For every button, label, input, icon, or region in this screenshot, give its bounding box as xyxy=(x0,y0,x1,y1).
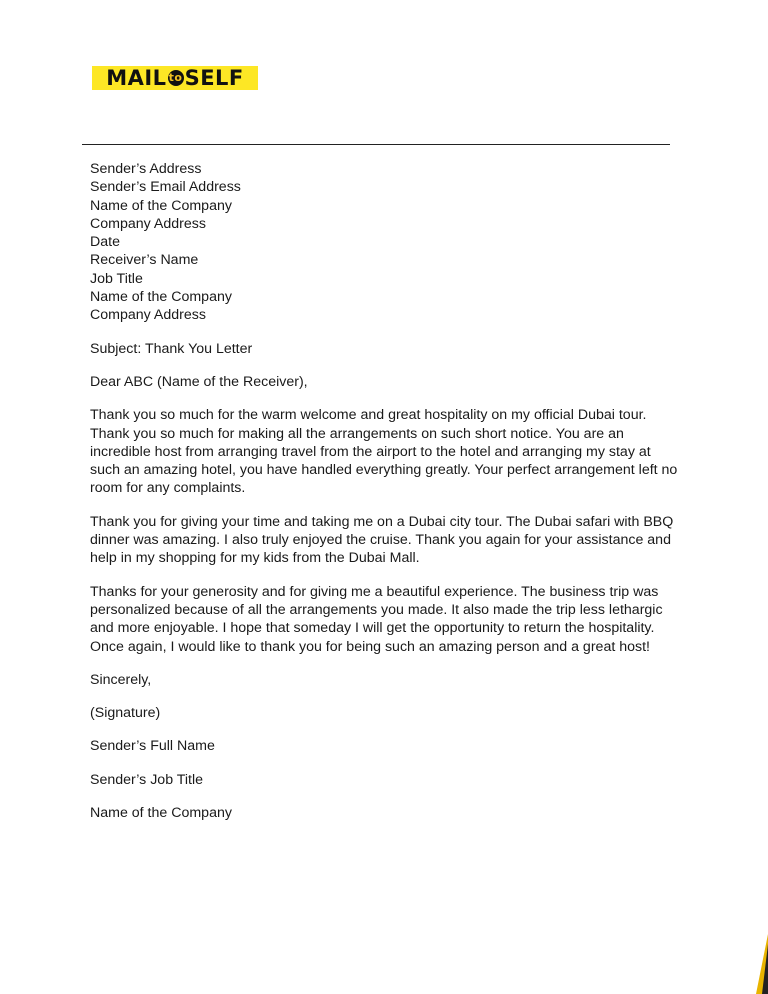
logo-text-self: SELF xyxy=(184,66,244,90)
subject-line: Subject: Thank You Letter xyxy=(90,340,253,357)
address-line: Date xyxy=(90,234,120,251)
address-line: Name of the Company xyxy=(90,197,232,214)
logo-text-mail: MAIL xyxy=(106,66,167,90)
address-line: Company Address xyxy=(90,307,206,324)
sender-job-title: Sender’s Job Title xyxy=(90,771,204,788)
address-line: Company Address xyxy=(90,215,206,232)
signature: (Signature) xyxy=(90,705,161,722)
page-corner-decoration xyxy=(748,934,768,994)
address-line: Name of the Company xyxy=(90,289,232,306)
logo-text-to: to xyxy=(168,71,183,84)
header-divider xyxy=(82,144,670,145)
body-paragraph: Thank you so much for the warm welcome and great hospitality on my official Dubai tour. Thank you so much for making all the arrangements on such short notice. You are an incredible host from arranging travel from the airport to the hotel and arranging my stay at such an amazing hotel, you have handled everything greatly. Your perfect arrangement left no room for any complaints. xyxy=(90,407,678,497)
sender-full-name: Sender’s Full Name xyxy=(90,738,215,755)
body-paragraph: Thank you for giving your time and taking me on a Dubai city tour. The Dubai safari with BBQ dinner was amazing. I also truly enjoyed the cruise. Thank you again for your assistance and help in my shopping for my kids from the Dubai Mall. xyxy=(90,513,674,567)
address-line: Job Title xyxy=(90,270,143,287)
address-line: Sender’s Email Address xyxy=(90,179,241,196)
mailtoself-logo xyxy=(92,66,258,90)
letter-body xyxy=(90,160,680,822)
address-block xyxy=(90,160,680,325)
address-line: Sender’s Address xyxy=(90,161,202,177)
sender-company: Name of the Company xyxy=(90,805,232,822)
body-paragraph: Thanks for your generosity and for giving me a beautiful experience. The business trip was personalized because of all the arrangements you made. It also made the trip less lethargic and more enjoyable. I hope that someday I will get the opportunity to return the hospitality. Once again, I would like to thank you for being such an amazing person and a great host! xyxy=(90,583,663,655)
salutation: Dear ABC (Name of the Receiver), xyxy=(90,373,308,390)
closing: Sincerely, xyxy=(90,671,152,688)
address-line: Receiver’s Name xyxy=(90,252,199,269)
